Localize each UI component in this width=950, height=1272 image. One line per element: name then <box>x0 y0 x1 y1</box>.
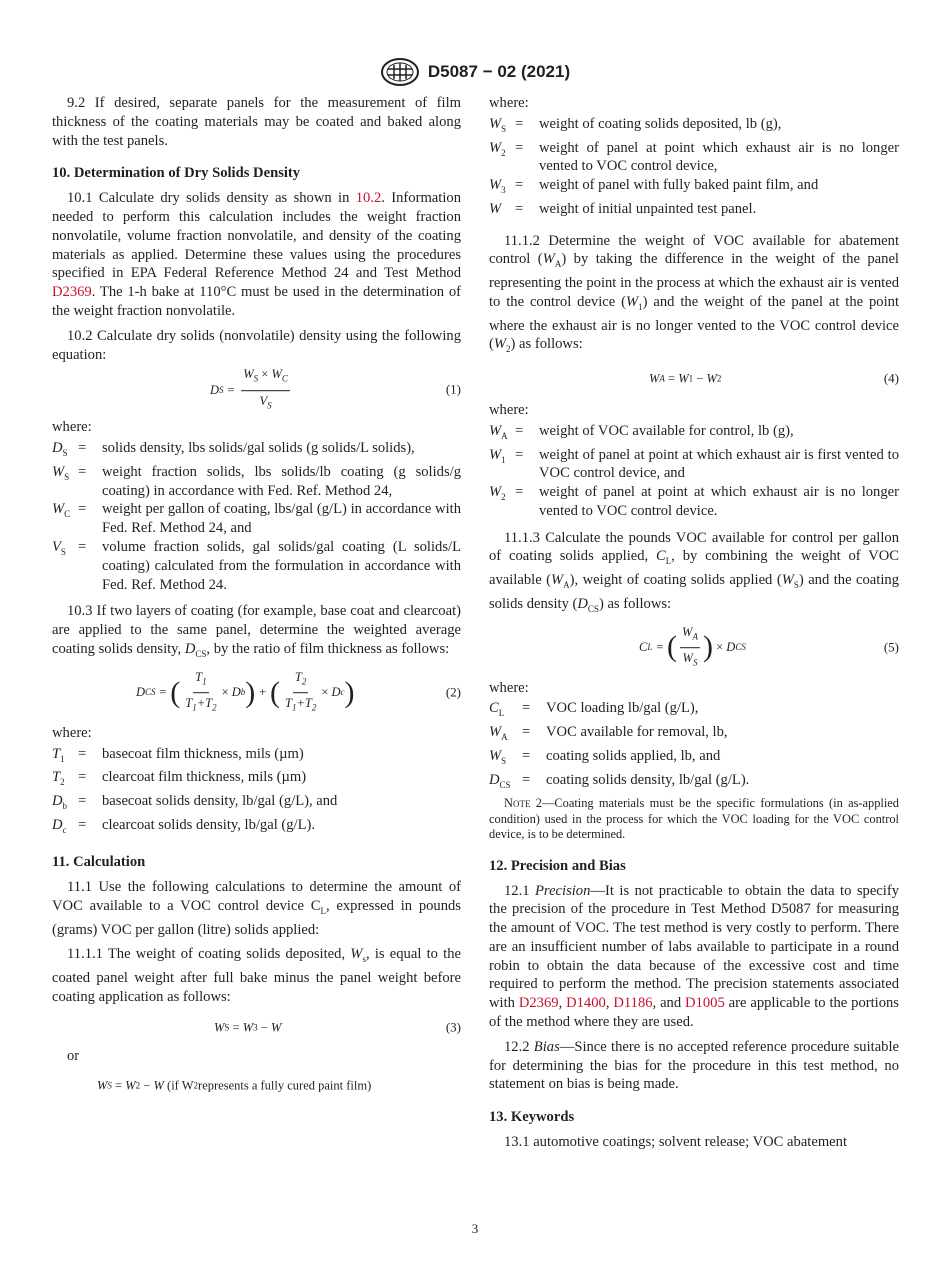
definition-row: $W_C$ = weight per gallon of coating, lbs/gal (g/L) in accordance with Fed. Ref. Method 24, and <box>52 501 461 537</box>
where-label-3: where: <box>489 95 529 111</box>
left-column <box>52 94 461 1104</box>
definition-row: $W_A$ = weight of VOC available for control, lb (g), <box>489 422 794 441</box>
equation-4-number: (4) <box>883 370 899 386</box>
where-label-2: where: <box>52 724 92 741</box>
definition-row: $W_A$ = VOC available for removal, lb, <box>489 724 728 742</box>
paragraph-12-1: 12.1 Precision—It is not practicable to obtain the data to specify the precision of the procedure in Test Method D5087 for measuring the amount of VOC. The test method is very costly to perform. There are an insufficient number of labs available to participate in a round robin to obtain the data because of the excessive cost and time required to perform the method. The precision statements associated with D2369, D1400, D1186, and D1005 are applicable to the portions of the method where they are used. <box>489 882 899 1031</box>
link-10-2[interactable]: 10.2 <box>355 190 382 207</box>
link-d1400[interactable]: D1400 <box>566 995 606 1012</box>
link-d2369[interactable]: D2369 <box>52 284 92 301</box>
definition-row: $D_c$ = clearcoat solids density, lb/gal (g/L). <box>52 816 316 835</box>
definitions-4 <box>489 422 899 521</box>
section-10-heading: 10. Determination of Dry Solids Density <box>52 165 301 182</box>
link-d1005[interactable]: D1005 <box>685 995 725 1012</box>
right-column <box>489 94 899 1158</box>
definition-row: W = weight of initial unpainted test panel. <box>489 200 757 217</box>
paragraph-11-1-1: 11.1.1 The weight of coating solids deposited, $W_s$, is equal to the coated panel weight after full bake minus the panel weight before coating application as follows: <box>52 946 461 1005</box>
paragraph-13-1: 13.1 automotive coatings; solvent release; VOC abatement <box>504 1134 848 1151</box>
equation-2: D CS = ( $\frac{T_1}{T_1+T_2}$ × D b ) + ( $\frac{T_2}{T_1+T_2}$ × D c ) (2) <box>136 669 461 713</box>
paragraph-11-1: 11.1 Use the following calculations to determine the amount of VOC available to a VOC control device $C_L$, expressed in pounds (grams) VOC per gallon (litre) solids applied: <box>52 879 461 938</box>
equation-3-number: (3) <box>445 1019 461 1035</box>
page-number: 3 <box>471 1221 479 1236</box>
section-11-heading: 11. Calculation <box>52 854 146 871</box>
definition-row: $D_b$ = basecoat solids density, lb/gal (g/L), and <box>52 792 338 811</box>
where-label-4: where: <box>489 402 529 418</box>
definition-row: $T_2$ = clearcoat film thickness, mils (µm) <box>52 769 307 788</box>
definition-row: $D_S$ = solids density, lbs solids/gal solids (g solids/L solids), <box>52 440 415 459</box>
link-d1186[interactable]: D1186 <box>613 995 653 1012</box>
paragraph-10-1: 10.1 Calculate dry solids density as shown in 10.2. Information needed to perform this calculation includes the weight fraction nonvolatile, volume fraction nonvolatile, and density of the coating materials as applied. Determine these values using the procedures specified in EPA Federal Reference Method 24 and Test Method D2369. The 1-h bake at 110°C must be used in the determination of the weight fraction nonvolatile. <box>52 190 461 319</box>
equation-2-number: (2) <box>445 684 461 700</box>
definition-row: $W_3$ = weight of panel with fully baked paint film, and <box>489 177 819 195</box>
equation-1-number: (1) <box>445 381 461 397</box>
where-label-1: where: <box>52 419 92 436</box>
page-header <box>0 57 950 87</box>
definitions-5 <box>489 699 899 794</box>
definitions-3 <box>489 115 899 224</box>
definition-row: $W_2$ = weight of panel at point at which exhaust air is no longer vented to VOC control device. <box>489 484 899 519</box>
equation-1: D S = $\frac{W_S \times W_C}{V_S}$ (1) <box>210 367 461 411</box>
definition-row: $V_S$ = volume fraction solids, gal solids/gal coating (L solids/L coating) calculated from the formulation in accordance with Fed. Ref. Method 24. <box>52 539 461 593</box>
section-12-heading: 12. Precision and Bias <box>489 857 626 874</box>
definition-row: $W_S$ = weight fraction solids, lbs solids/lb coating (g solids/g coating) in accordance with Fed. Ref. Method 24, <box>52 463 461 499</box>
link-d2369[interactable]: D2369 <box>518 995 559 1012</box>
or-label: or <box>67 1047 80 1064</box>
definition-row: $D_{CS}$ = coating solids density, lb/gal (g/L). <box>489 771 750 790</box>
equation-3: W S = W 3 − W (3) <box>52 1013 461 1043</box>
definition-row: $W_2$ = weight of panel at point which exhaust air is no longer vented to VOC control device, <box>489 139 899 175</box>
astm-logo <box>380 57 420 87</box>
paragraph-10-2: 10.2 Calculate dry solids (nonvolatile) density using the following equation: <box>52 327 461 363</box>
equation-5-number: (5) <box>883 639 899 655</box>
where-label-5: where: <box>489 679 529 696</box>
definitions-1 <box>52 439 461 594</box>
equation-3-alternate: W S = W 2 − W ( if W 2 represents a fully cured paint film ) <box>97 1078 372 1093</box>
definitions-2 <box>52 745 461 840</box>
paragraph-12-2: 12.2 Bias—Since there is no accepted reference procedure suitable for determining the bias for the procedure in this test method, no statement on bias is being made. <box>489 1038 899 1093</box>
definition-row: $T_1$ = basecoat film thickness, mils (µm) <box>52 745 304 764</box>
note-2: Note 2—Coating materials must be the specific formulations (in as-applied condition) used in the process for which the VOC loading for the VOC control device, is to be determined. <box>489 796 899 842</box>
paragraph-11-1-3: 11.1.3 Calculate the pounds VOC available for control per gallon of coating solids applied, $C_L$, by combining the weight of VOC available $(W_A)$, weight of coating solids applied $(W_S)$ and the coating solids density $(D_{CS})$ as follows: <box>489 529 900 614</box>
document-id: D5087 − 02 (2021) <box>427 62 571 81</box>
definition-row: $W_S$ = coating solids applied, lb, and <box>489 747 721 766</box>
paragraph-11-1-2: 11.1.2 Determine the weight of VOC available for abatement control $(W_A)$ by taking the difference in the weight of the panel representing the point in the process at which the exhaust air is vented to the control device $(W_1)$ and the weight of the panel at the point where the exhaust air is no longer vented to the VOC control device $(W_2)$ as follows: <box>489 232 899 355</box>
equation-4: W A = W 1 − W 2 (4) <box>489 365 899 393</box>
definition-row: $C_L$ = VOC loading lb/gal (g/L), <box>489 700 699 719</box>
section-13-heading: 13. Keywords <box>489 1109 575 1126</box>
definition-row: $W_S$ = weight of coating solids deposited, lb (g), <box>489 115 782 134</box>
equation-5: C L = ( $\frac{W_A}{W_S}$ ) × D CS (5) <box>639 624 899 668</box>
definition-row: $W_1$ = weight of panel at point at which exhaust air is first vented to VOC control device, and <box>489 446 899 482</box>
paragraph-10-3: 10.3 If two layers of coating (for example, base coat and clearcoat) are applied to the same panel, determine the weighted average coating solids density, $D_{CS}$, by the ratio of film thickness as follows: <box>52 603 461 659</box>
paragraph-9-2: 9.2 If desired, separate panels for the measurement of film thickness of the coating materials may be coated and baked along with the test panels. <box>52 95 461 149</box>
